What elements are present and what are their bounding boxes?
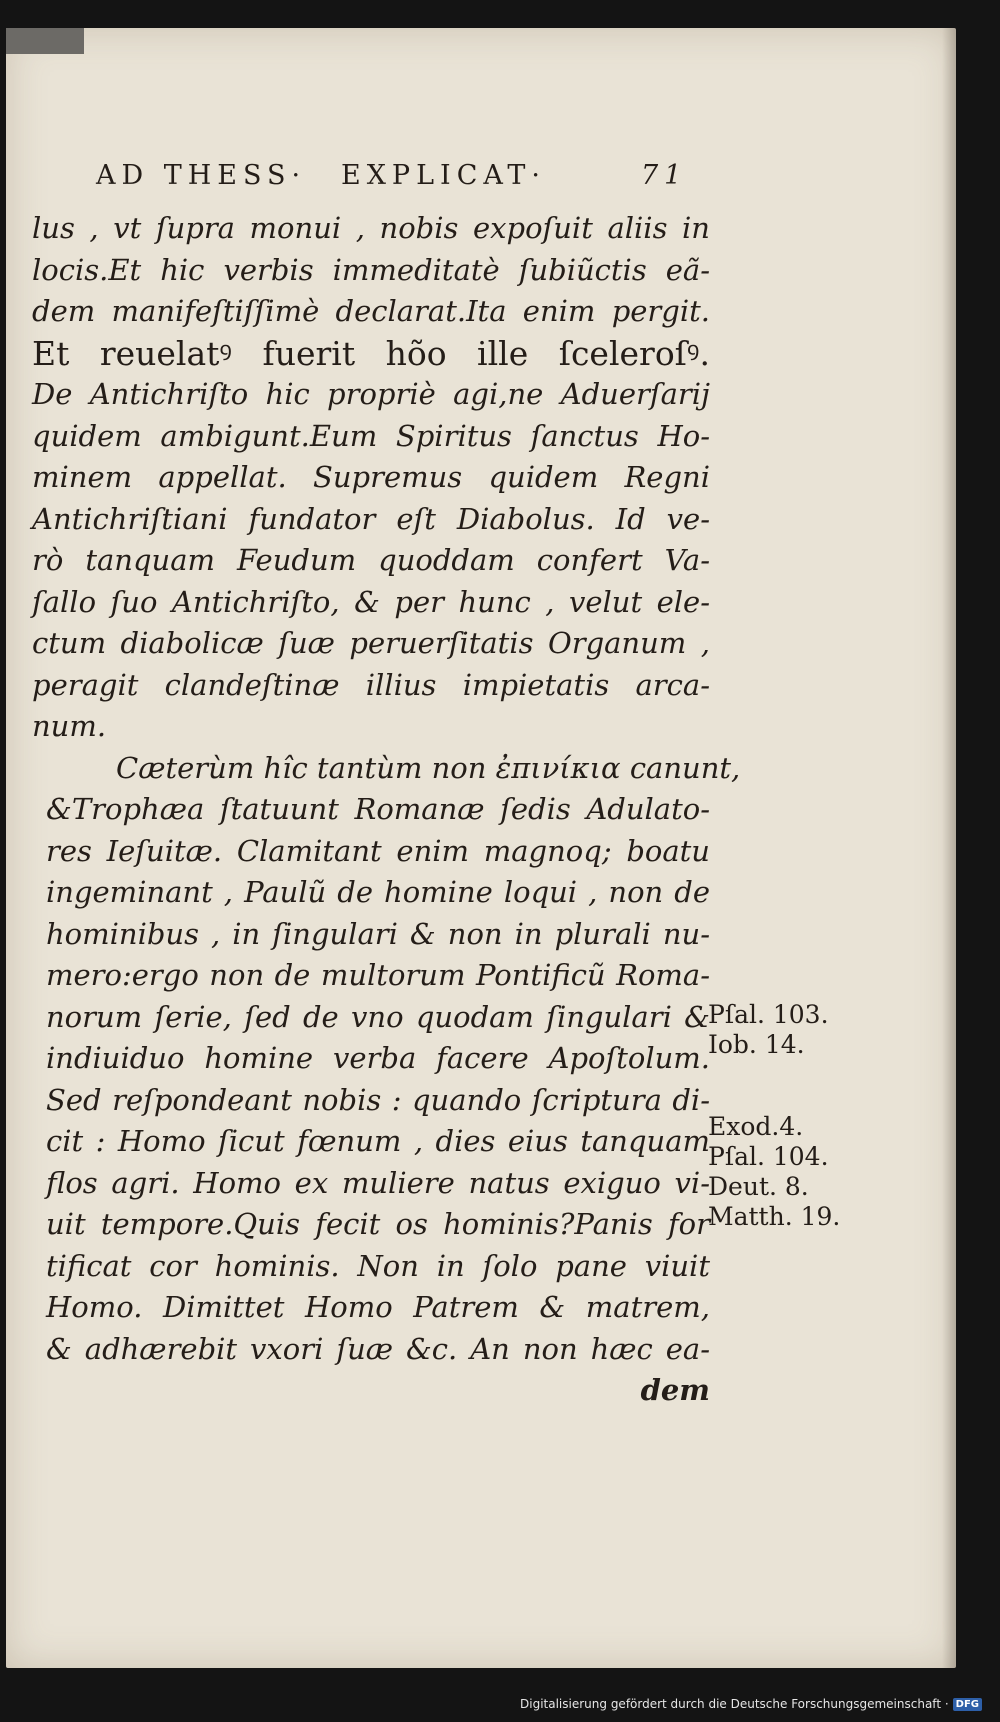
book-page	[6, 28, 956, 1668]
text-line: ctum diabolicæ ſuæ peruerſitatis Organum ,	[32, 626, 710, 660]
margin-note: Exod.4.	[708, 1112, 804, 1141]
text-line: & adhærebit vxori ſuæ &c. An non hæc ea-	[46, 1331, 710, 1366]
text-line: res Ieſuitæ. Clamitant enim magnoq; boatu	[46, 833, 710, 868]
text-line: Cæterùm hîc tantùm non ἐπινίκια canunt,	[116, 750, 741, 785]
margin-note: Deut. 8.	[708, 1172, 809, 1201]
digitization-credit	[520, 1696, 982, 1712]
text-line: lus , vt ſupra monui , nobis expoſuit aliis in	[32, 211, 710, 245]
text-line: num.	[32, 709, 107, 743]
text-line: De Antichriſto hic propriè agi,ne Aduerſarij	[32, 377, 710, 411]
text-line: dem manifeſtiſſimè declarat.Ita enim pergit.	[32, 294, 710, 328]
text-line: uit tempore.Quis fecit os hominis?Panis for	[46, 1207, 710, 1241]
page-number: 71	[641, 160, 688, 191]
paragraph-two	[32, 748, 741, 1412]
text-line: locis.Et hic verbis immeditatè ſubiũctis eã-	[32, 252, 710, 287]
running-header	[96, 160, 706, 200]
text-line: cit : Homo ſicut fœnum , dies eius tanquam	[46, 1124, 710, 1158]
text-line: Antichriſtiani fundator eſt Diabolus. Id ve-	[32, 501, 710, 536]
text-line: &Trophæa ſtatuunt Romanæ ſedis Adulato-	[46, 792, 710, 826]
text-line: peragit clandeſtinæ illius impietatis arca-	[32, 667, 710, 702]
text-line: Homo. Dimittet Homo Patrem & matrem,	[46, 1290, 710, 1324]
catchword: dem	[640, 1373, 710, 1407]
credit-text: Digitalisierung gefördert durch die Deutsche Forschungsgemeinschaft ·	[520, 1697, 949, 1711]
scan-tab	[6, 28, 84, 54]
text-line: norum ſerie, ſed de vno quodam ſingulari &	[46, 999, 710, 1034]
text-line: tificat cor hominis. Non in ſolo pane viuit	[46, 1248, 710, 1283]
text-line: mero:ergo non de multorum Pontificũ Roma-	[46, 958, 710, 992]
margin-note: Iob. 14.	[708, 1030, 805, 1059]
text-line: ſallo ſuo Antichriſto, & per hunc , velut ele-	[32, 584, 710, 619]
margin-note: Matth. 19.	[708, 1202, 841, 1231]
scripture-quote-line: Et reuelatꝰ fuerit hõo ille ſceleroſꝰ.	[32, 333, 710, 373]
text-line: Sed reſpondeant nobis : quando ſcriptura di-	[46, 1082, 710, 1117]
text-line: ingeminant , Paulũ de homine loqui , non de	[46, 875, 710, 909]
text-line: rò tanquam Feudum quoddam confert Va-	[32, 543, 710, 577]
header-left: AD THESS·	[96, 160, 307, 191]
main-text	[32, 208, 741, 1412]
dfg-logo: DFG	[953, 1698, 982, 1711]
margin-notes	[708, 1000, 840, 1232]
text-line: minem appellat. Supremus quidem Regni	[32, 460, 710, 494]
text-line: flos agri. Homo ex muliere natus exiguo vi-	[46, 1165, 710, 1200]
header-center: EXPLICAT·	[341, 160, 546, 191]
margin-note: Pſal. 103.	[708, 1000, 829, 1029]
text-line: indiuiduo homine verba facere Apoſtolum.	[46, 1041, 710, 1075]
text-line: hominibus , in ſingulari & non in plurali nu-	[46, 916, 710, 951]
margin-note: Pſal. 104.	[708, 1142, 829, 1171]
text-line: quidem ambigunt.Eum Spiritus ſanctus Ho-	[32, 418, 710, 453]
